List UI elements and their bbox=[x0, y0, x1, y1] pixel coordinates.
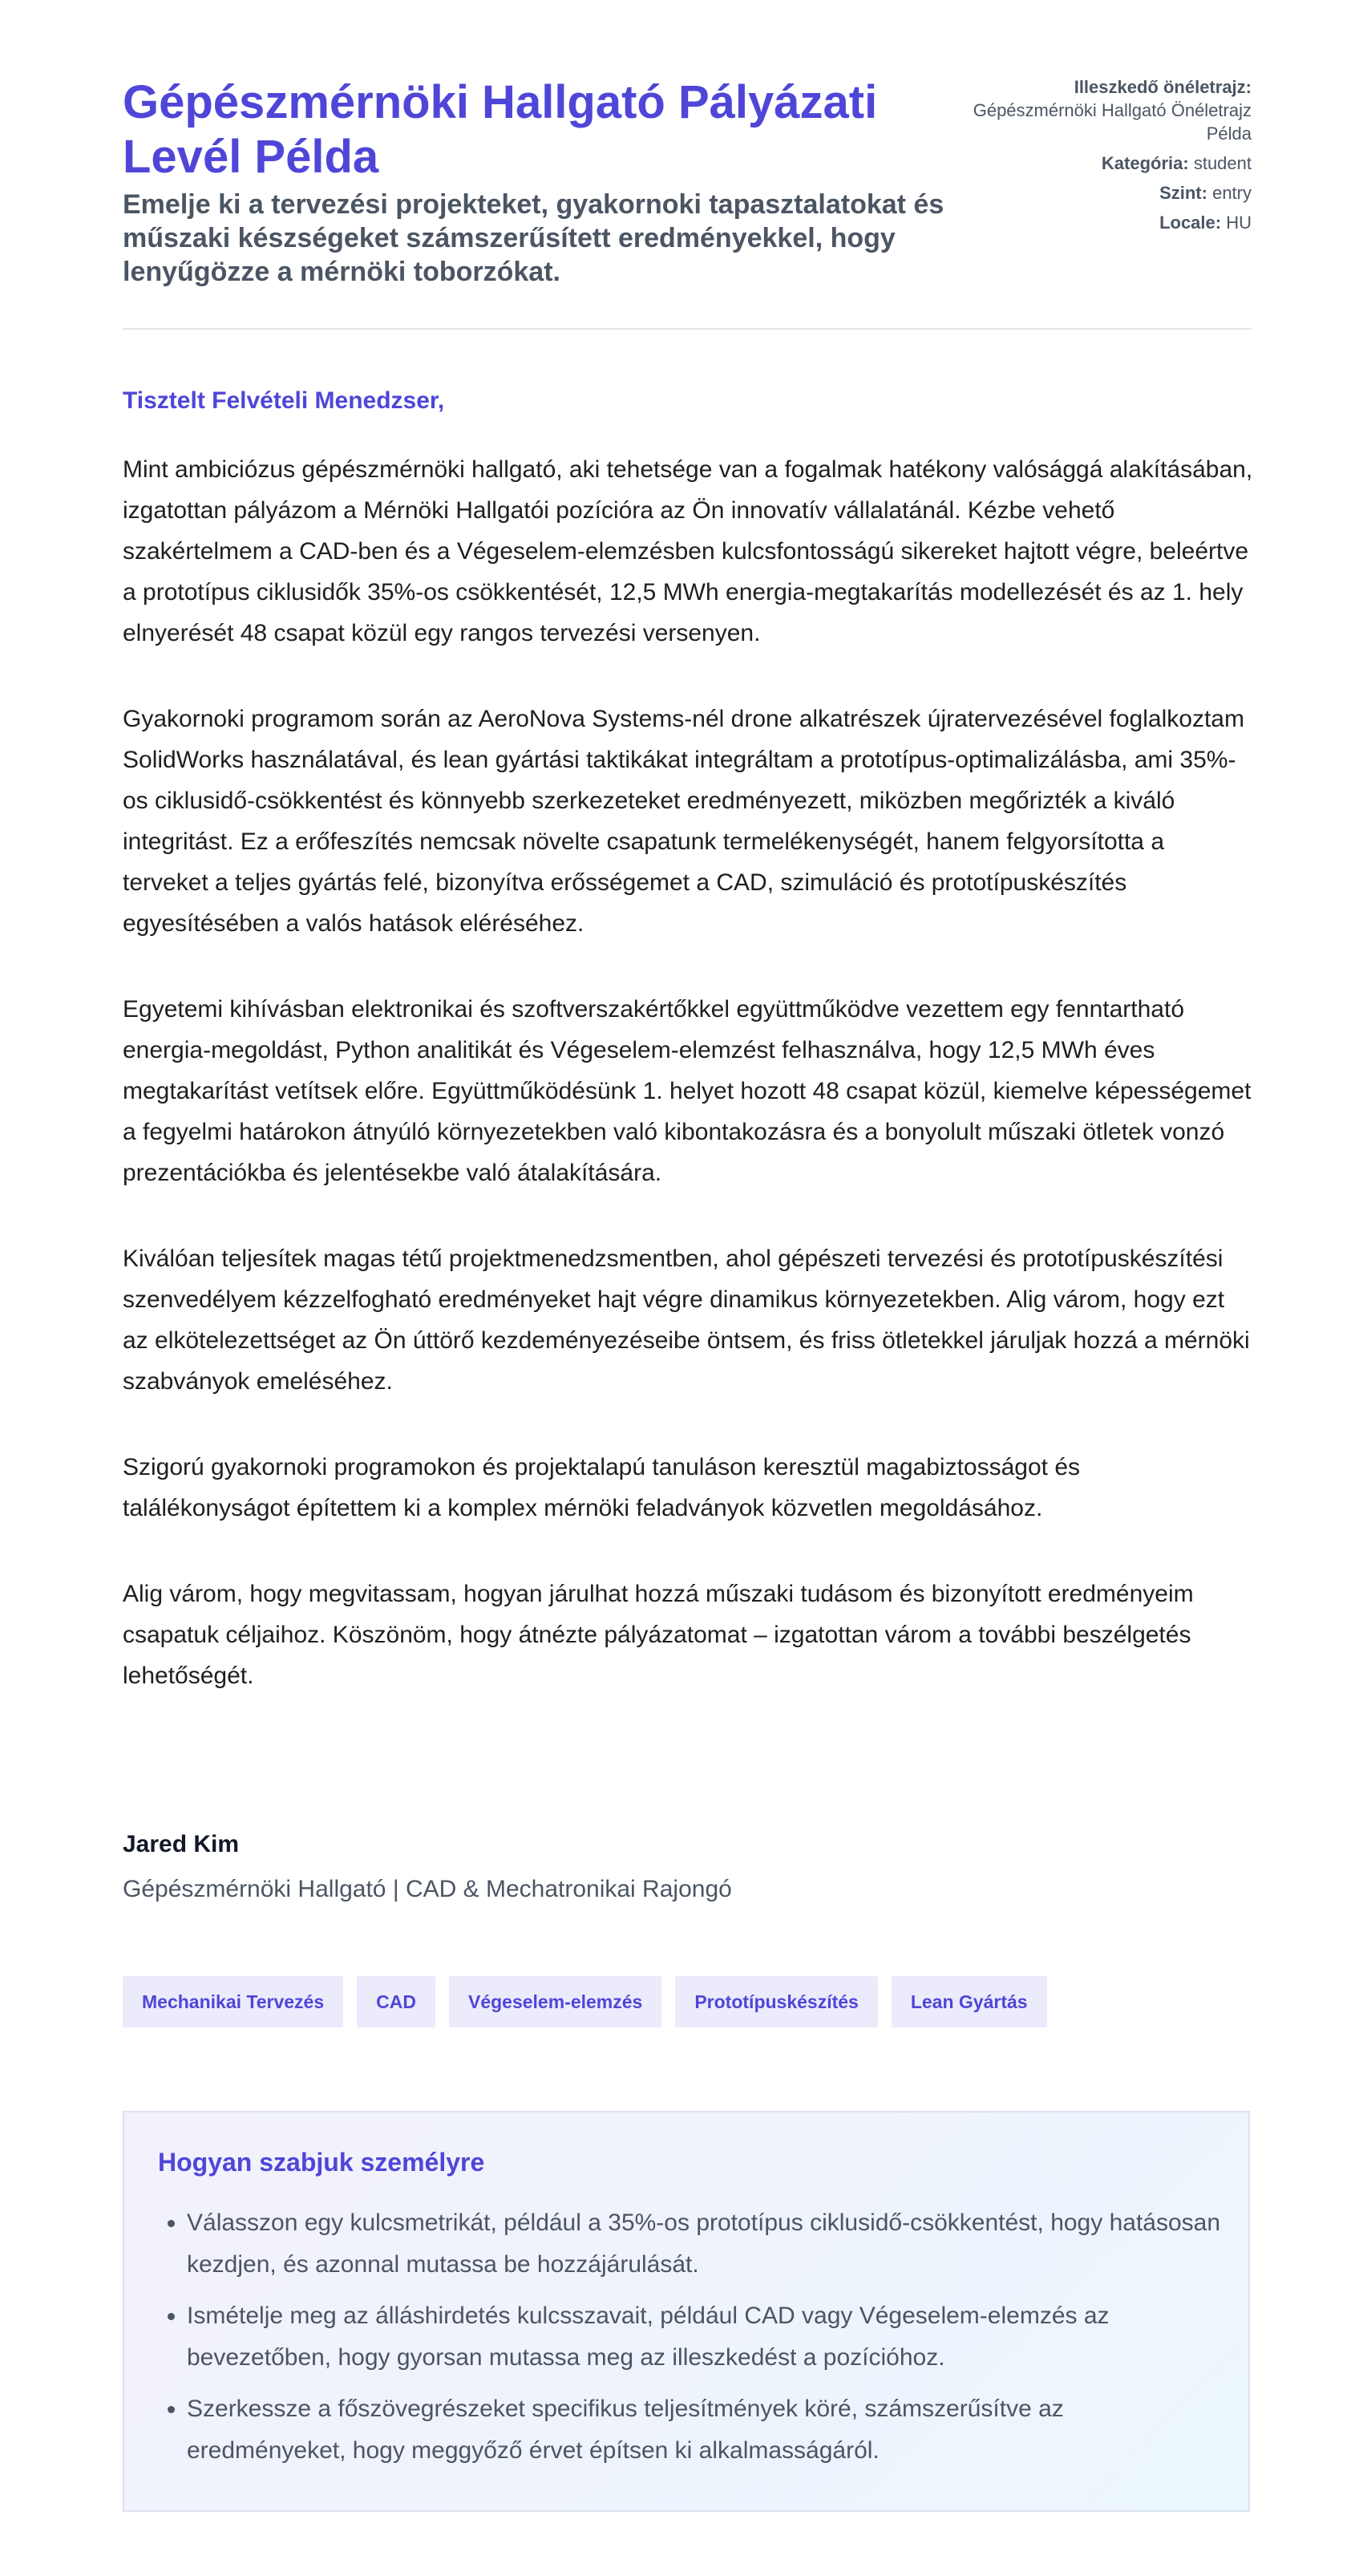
skill-tag[interactable]: Prototípuskészítés bbox=[675, 1976, 878, 2027]
skill-tag[interactable]: Mechanikai Tervezés bbox=[123, 1976, 343, 2027]
letter-paragraph: Gyakornoki programom során az AeroNova Systems-nél drone alkatrészek újratervezésével foglalkoztam SolidWorks használatával, és lean gyártási taktikákat integráltam a prototípus-optimalizálásba, ami 35%-os ciklusidő-csökkentést és könnyebb szerkezeteket eredményezett, miközben megőrizték a kiváló integritást. Ez a erőfeszítés nemcsak növelte csapatunk termelékenységét, hanem felgyorsította a terveket a teljes gyártás felé, bizonyítva erősségemet a CAD, szimuláció és prototípuskészítés egyesítésében a valós hatások eléréséhez. bbox=[123, 706, 1244, 937]
meta-panel bbox=[963, 75, 1252, 241]
meta-locale-value: HU bbox=[1226, 213, 1252, 233]
page-title: Gépészmérnöki Hallgató Pályázati Levél Példa bbox=[123, 76, 878, 183]
meta-category bbox=[963, 152, 1252, 175]
tip-item: • Szerkessze a főszövegrészeket specifikus teljesítmények köré, számszerűsítve az eredményeket, hogy meggyőző érvet építsen ki alkalmasságáról. bbox=[187, 2388, 1229, 2472]
tip-item: • Ismételje meg az álláshirdetés kulcsszavait, például CAD vagy Végeselem-elemzés az bevezetőben, hogy gyorsan mutassa meg az illeszkedést a pozícióhoz. bbox=[187, 2295, 1229, 2379]
meta-locale bbox=[963, 211, 1252, 234]
tips-list bbox=[158, 2202, 1229, 2481]
page-subtitle: Emelje ki a tervezési projekteket, gyakornoki tapasztalatokat és műszaki készségeket számszerűsített eredményekkel, hogy lenyűgözze a mérnöki toborzókat. bbox=[123, 189, 944, 287]
letter-paragraph: Alig várom, hogy megvitassam, hogyan járulhat hozzá műszaki tudásom és bizonyított eredményeim csapatuk céljaihoz. Köszönöm, hogy átnézte pályázatomat – izgatottan várom a további beszélgetés lehetőségét. bbox=[123, 1581, 1194, 1689]
header-divider bbox=[123, 328, 1252, 330]
letter-paragraph: Mint ambiciózus gépészmérnöki hallgató, aki tehetsége van a fogalmak hatékony valósággá alakításában, izgatottan pályázom a Mérnöki Hallgatói pozícióra az Ön innovatív vállalatánál. Kézbe vehető szakértelmem a CAD-ben és a Végeselem-elemzésben kulcsfontosságú sikereket hajtott végre, beleértve a prototípus ciklusidők 35%-os csökkentését, 12,5 MWh energia-megtakarítás modellezését és az 1. hely elnyerését 48 csapat közül egy rangos tervezési versenyen. bbox=[123, 456, 1253, 646]
skill-tag[interactable]: Végeselem-elemzés bbox=[449, 1976, 661, 2027]
meta-level-value: entry bbox=[1212, 183, 1252, 203]
meta-resume-link[interactable]: Gépészmérnöki Hallgató Önéletrajz Példa bbox=[973, 100, 1252, 144]
meta-resume bbox=[963, 75, 1252, 145]
skill-tags bbox=[123, 1976, 1047, 2027]
meta-resume-label: Illeszkedő önéletrajz: bbox=[1074, 77, 1252, 97]
meta-level-label: Szint: bbox=[1159, 183, 1207, 203]
meta-category-value: student bbox=[1193, 153, 1252, 173]
page-header bbox=[123, 75, 1252, 289]
tips-title: Hogyan szabjuk személyre bbox=[158, 2148, 485, 2177]
skill-tag[interactable]: CAD bbox=[357, 1976, 435, 2027]
letter-paragraph: Szigorú gyakornoki programokon és projektalapú tanuláson keresztül magabiztosságot és találékonyságot építettem ki a komplex mérnöki feladványok közvetlen megoldásához. bbox=[123, 1454, 1081, 1521]
meta-category-label: Kategória: bbox=[1101, 153, 1189, 173]
letter-paragraph: Kiválóan teljesítek magas tétű projektmenedzsmentben, ahol gépészeti tervezési és prototípuskészítési szenvedélyem kézzelfogható eredményeket hajt végre dinamikus környezetekben. Alig várom, hogy ezt az elkötelezettséget az Ön úttörő kezdeményezéseibe öntsem, és friss ötletekkel járuljak hozzá a mérnöki szabványok emeléséhez. bbox=[123, 1245, 1250, 1395]
skill-tag[interactable]: Lean Gyártás bbox=[892, 1976, 1047, 2027]
tip-item: • Válasszon egy kulcsmetrikát, például a 35%-os prototípus ciklusidő-csökkentést, hogy hatásosan kezdjen, és azonnal mutassa be hozzájárulását. bbox=[187, 2202, 1229, 2286]
salutation: Tisztelt Felvételi Menedzser, bbox=[123, 387, 445, 414]
letter-paragraph: Egyetemi kihívásban elektronikai és szoftverszakértőkkel együttműködve vezettem egy fenntartható energia-megoldást, Python analitikát és Végeselem-elemzést felhasználva, hogy 12,5 MWh éves megtakarítást vetítsek előre. Együttműködésünk 1. helyet hozott 48 csapat közül, kiemelve képességemet a fegyelmi határokon átnyúló környezetekben való kibontakozásra és a bonyolult műszaki ötletek vonzó prezentációkba és jelentésekbe való átalakítására. bbox=[123, 996, 1252, 1186]
signature-name: Jared Kim bbox=[123, 1831, 240, 1857]
meta-level bbox=[963, 181, 1252, 205]
customization-tips-box bbox=[123, 2111, 1250, 2512]
meta-locale-label: Locale: bbox=[1159, 213, 1222, 233]
letter-body bbox=[123, 449, 1253, 1741]
signature-role: Gépészmérnöki Hallgató | CAD & Mechatronikai Rajongó bbox=[123, 1876, 732, 1902]
